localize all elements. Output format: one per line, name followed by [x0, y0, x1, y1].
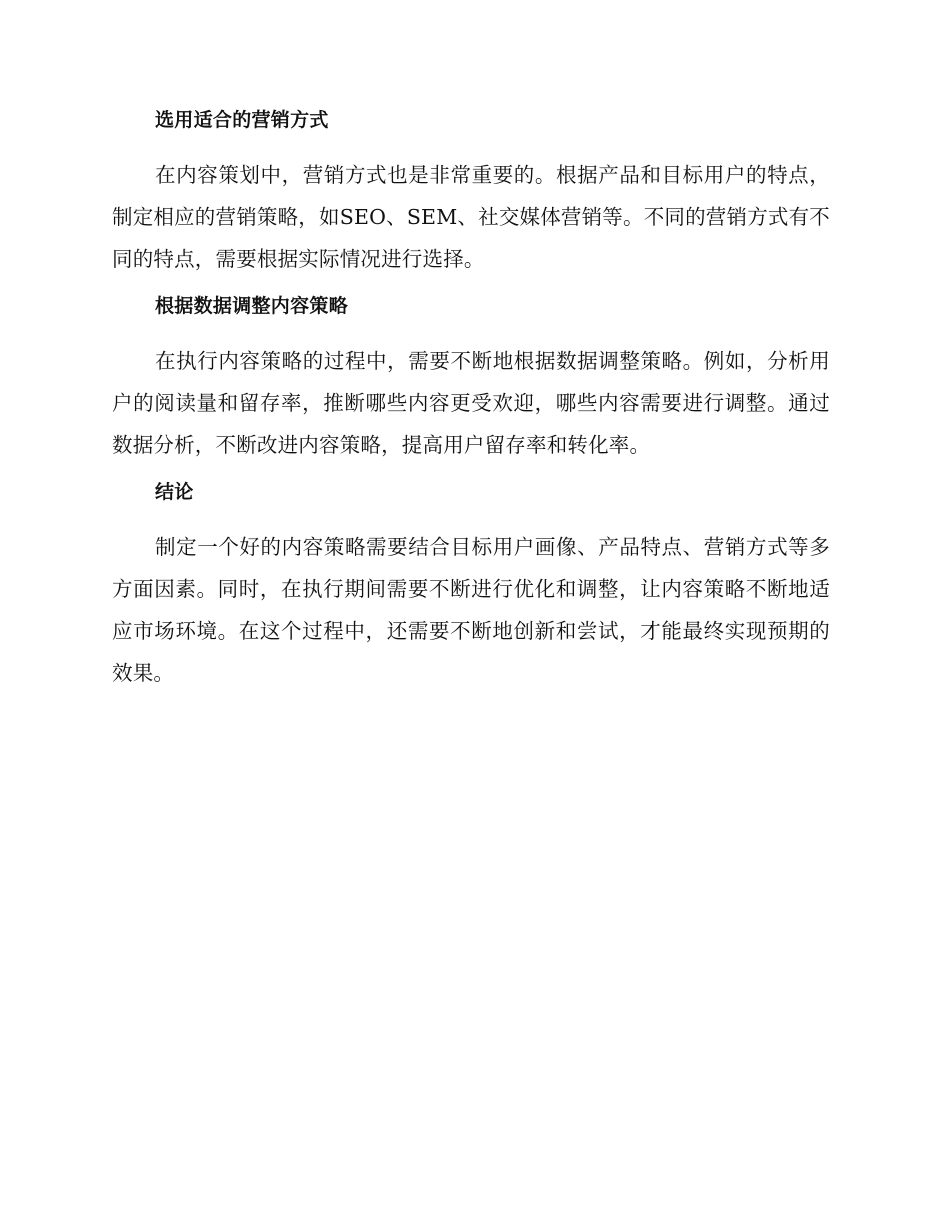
- section-marketing-methods: [112, 106, 830, 280]
- section-paragraph: 在内容策划中，营销方式也是非常重要的。根据产品和目标用户的特点，制定相应的营销策略，如SEO、SEM、社交媒体营销等。不同的营销方式有不同的特点，需要根据实际情况进行选择。: [112, 163, 831, 271]
- section-heading: 根据数据调整内容策略: [155, 295, 349, 317]
- section-heading: 选用适合的营销方式: [155, 109, 329, 131]
- section-data-adjustment: [112, 292, 830, 466]
- section-paragraph: 在执行内容策略的过程中，需要不断地根据数据调整策略。例如，分析用户的阅读量和留存率，推断哪些内容更受欢迎，哪些内容需要进行调整。通过数据分析，不断改进内容策略，提高用户留存率和转化率。: [112, 349, 830, 457]
- document-page: [112, 106, 830, 706]
- section-heading: 结论: [155, 481, 194, 503]
- section-conclusion: [112, 478, 830, 694]
- section-paragraph: 制定一个好的内容策略需要结合目标用户画像、产品特点、营销方式等多方面因素。同时，在执行期间需要不断进行优化和调整，让内容策略不断地适应市场环境。在这个过程中，还需要不断地创新和尝试，才能最终实现预期的效果。: [112, 535, 830, 685]
